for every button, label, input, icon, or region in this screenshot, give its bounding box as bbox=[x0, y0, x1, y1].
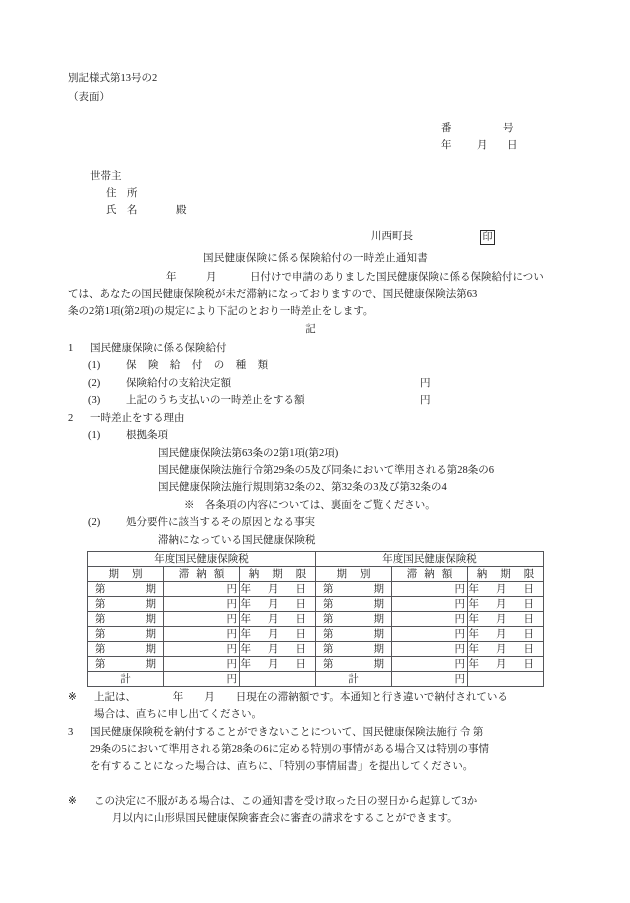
row-kibetsu-ch2: 期 bbox=[373, 598, 384, 610]
row-kibetsu-ch1: 第 bbox=[95, 658, 106, 670]
row-duedate-cell[interactable] bbox=[240, 612, 316, 627]
body-paragraph-line1 bbox=[68, 269, 563, 286]
section2-heading: 一時差止をする理由 bbox=[90, 412, 185, 424]
total-kigen-right bbox=[468, 672, 544, 687]
table-note-line1 bbox=[68, 689, 563, 706]
section2-sub2 bbox=[68, 514, 563, 531]
header-kigen-right-ch1: 納 bbox=[476, 568, 488, 580]
row-date-day: 日 bbox=[523, 583, 534, 595]
number-block bbox=[441, 120, 563, 154]
row-kibetsu-ch1: 第 bbox=[323, 658, 334, 670]
row-duedate-cell[interactable] bbox=[240, 582, 316, 597]
table-note bbox=[68, 689, 563, 723]
section3-line3: を有することになった場合は、直ちに、「特別の事情届書」を提出してください。 bbox=[90, 761, 474, 773]
row-amount-cell[interactable]: 円 bbox=[164, 642, 240, 657]
ki-marker: 記 bbox=[305, 324, 316, 335]
row-amount-cell[interactable]: 円 bbox=[392, 612, 468, 627]
table-body bbox=[88, 552, 544, 582]
table-column-header-row bbox=[88, 567, 544, 582]
row-kibetsu-ch1: 第 bbox=[323, 628, 334, 640]
total-kigen-left bbox=[240, 672, 316, 687]
row-amount-cell[interactable]: 円 bbox=[164, 627, 240, 642]
appeal-note-line2: 月以内に山形県国民健康保険審査会に審査の請求をすることができます。 bbox=[112, 813, 458, 825]
row-date-day: 日 bbox=[295, 583, 306, 595]
row-duedate-cell[interactable] bbox=[240, 597, 316, 612]
issue-date-line bbox=[441, 137, 563, 154]
header-kibetsu-left-ch2: 別 bbox=[132, 568, 143, 580]
total-label-right: 計 bbox=[316, 672, 392, 687]
section2-sub2-number: (2) bbox=[88, 517, 101, 529]
table-group-header-row bbox=[88, 552, 544, 567]
row-duedate-cell[interactable] bbox=[468, 657, 544, 672]
table-note-line2: 場合は、直ちに申し出てください。 bbox=[94, 709, 262, 721]
row-date-year: 年 bbox=[468, 658, 479, 670]
section3-line2: 29条の5において準用される第28条の6に定める特別の事情がある場合又は特別の事情 bbox=[90, 744, 489, 756]
table-row bbox=[88, 582, 544, 597]
header-kibetsu-right-ch2: 別 bbox=[360, 568, 371, 580]
row-kibetsu-ch1: 第 bbox=[95, 598, 106, 610]
section1-item-3-number: (3) bbox=[88, 395, 101, 407]
header-kigen-right-ch2: 期 bbox=[500, 568, 511, 580]
row-date-year: 年 bbox=[240, 598, 251, 610]
appeal-note-mark-icon: ※ bbox=[68, 796, 77, 808]
row-date-day: 日 bbox=[523, 628, 534, 640]
header-kigen-left-ch1: 納 bbox=[248, 568, 260, 580]
section2-heading-row bbox=[68, 410, 563, 427]
row-kibetsu-ch2: 期 bbox=[373, 643, 384, 655]
row-duedate-cell[interactable] bbox=[468, 627, 544, 642]
total-label-left: 計 bbox=[88, 672, 164, 687]
row-kibetsu-ch2: 期 bbox=[373, 628, 384, 640]
row-duedate-cell[interactable] bbox=[240, 642, 316, 657]
row-kibetsu-ch2: 期 bbox=[373, 658, 384, 670]
row-amount-cell[interactable]: 円 bbox=[392, 657, 468, 672]
issue-number-line bbox=[441, 120, 563, 137]
header-kigen-left bbox=[240, 567, 316, 582]
row-kibetsu-ch1: 第 bbox=[95, 613, 106, 625]
row-date-day: 日 bbox=[295, 598, 306, 610]
row-duedate-cell[interactable] bbox=[468, 642, 544, 657]
header-gaku-left-ch3: 額 bbox=[213, 568, 225, 580]
row-amount-cell[interactable]: 円 bbox=[392, 642, 468, 657]
section3-line1-row bbox=[68, 724, 563, 741]
header-kigen-left-ch2: 期 bbox=[272, 568, 283, 580]
appeal-note-line1-row bbox=[68, 793, 563, 810]
row-kibetsu-ch1: 第 bbox=[323, 643, 334, 655]
row-date-month: 月 bbox=[268, 643, 279, 655]
body-paragraph-line2: ては、あなたの国民健康保険税が未だ滞納になっておりますので、国民健康保険法第63 bbox=[68, 289, 478, 300]
row-date-year: 年 bbox=[468, 628, 479, 640]
row-kibetsu-ch1: 第 bbox=[95, 583, 106, 595]
document-body bbox=[68, 70, 563, 827]
section1-number: 1 bbox=[68, 343, 74, 354]
header-gaku-right-ch1: 滞 bbox=[406, 568, 418, 580]
row-date-month: 月 bbox=[268, 628, 279, 640]
section1-item-1 bbox=[68, 357, 563, 374]
row-duedate-cell[interactable] bbox=[468, 597, 544, 612]
section1-item-2-number: (2) bbox=[88, 377, 101, 389]
header-gaku-left bbox=[164, 567, 240, 582]
row-kibetsu-ch2: 期 bbox=[145, 658, 156, 670]
header-kigen-left-ch3: 限 bbox=[295, 568, 307, 580]
row-date-year: 年 bbox=[468, 598, 479, 610]
header-gaku-left-ch1: 滞 bbox=[178, 568, 190, 580]
row-date-year: 年 bbox=[240, 628, 251, 640]
appeal-note bbox=[68, 793, 563, 827]
row-date-year: 年 bbox=[468, 613, 479, 625]
row-kibetsu-ch1: 第 bbox=[323, 598, 334, 610]
issuer-row bbox=[68, 230, 563, 245]
section1-item-1-number: (1) bbox=[88, 360, 101, 372]
row-date-month: 月 bbox=[268, 613, 279, 625]
row-date-month: 月 bbox=[268, 598, 279, 610]
row-date-month: 月 bbox=[496, 643, 507, 655]
section2-sub1 bbox=[68, 427, 563, 444]
section2-number: 2 bbox=[68, 412, 74, 424]
header-kibetsu-left bbox=[88, 567, 164, 582]
section2-sub1-label: 根拠条項 bbox=[126, 430, 168, 442]
row-kibetsu-ch1: 第 bbox=[323, 613, 334, 625]
section1-item-1-label: 保 険 給 付 の 種 類 bbox=[126, 360, 273, 372]
row-amount-cell[interactable]: 円 bbox=[164, 582, 240, 597]
body-line1-text: 日付けで申請のありました国民健康保険に係る保険給付につい bbox=[250, 272, 544, 283]
form-number: 別記様式第13号の2 bbox=[68, 73, 158, 84]
legal-reference-1: 国民健康保険法第63条の2第1項(第2項) bbox=[158, 447, 339, 459]
section1-item-2 bbox=[68, 375, 563, 392]
row-date-month: 月 bbox=[496, 583, 507, 595]
note-mark-icon: ※ bbox=[68, 692, 77, 704]
header-kibetsu-right bbox=[316, 567, 392, 582]
date-day-label: 日 bbox=[507, 140, 518, 151]
table-row bbox=[88, 597, 544, 612]
row-duedate-cell[interactable] bbox=[240, 627, 316, 642]
section3-number: 3 bbox=[68, 727, 74, 739]
row-kibetsu-ch2: 期 bbox=[373, 613, 384, 625]
row-date-month: 月 bbox=[496, 613, 507, 625]
row-amount-cell[interactable]: 円 bbox=[164, 657, 240, 672]
row-date-day: 日 bbox=[295, 658, 306, 670]
apply-year-label: 年 bbox=[166, 272, 177, 283]
table-total-row bbox=[88, 672, 544, 687]
address-label: 住 所 bbox=[106, 188, 138, 199]
row-date-day: 日 bbox=[523, 658, 534, 670]
table-row bbox=[88, 657, 544, 672]
row-date-day: 日 bbox=[295, 613, 306, 625]
table-row bbox=[88, 612, 544, 627]
header-kigen-right bbox=[468, 567, 544, 582]
group-header-right: 年度国民健康保険税 bbox=[316, 552, 544, 567]
number-label: 番 bbox=[441, 123, 452, 134]
row-kibetsu-ch1: 第 bbox=[95, 643, 106, 655]
table-data-rows bbox=[88, 582, 544, 672]
date-year-label: 年 bbox=[441, 140, 452, 151]
header-kigen-right-ch3: 限 bbox=[523, 568, 535, 580]
section1-heading-row bbox=[68, 340, 563, 357]
body-paragraph-line3: 条の2第1項(第2項)の規定により下記のとおり一時差止をします。 bbox=[68, 306, 374, 317]
section1-item-2-label: 保険給付の支給決定額 bbox=[126, 377, 231, 389]
header-kibetsu-left-ch1: 期 bbox=[108, 568, 119, 580]
row-date-year: 年 bbox=[468, 643, 479, 655]
row-date-year: 年 bbox=[240, 643, 251, 655]
row-date-day: 日 bbox=[295, 628, 306, 640]
legal-reference-note: ※ 各条項の内容については、裏面をご覧ください。 bbox=[184, 499, 436, 511]
row-duedate-cell[interactable] bbox=[240, 657, 316, 672]
section2-sub2-detail: 滞納になっている国民健康保険税 bbox=[158, 534, 316, 546]
row-date-day: 日 bbox=[523, 598, 534, 610]
row-duedate-cell[interactable] bbox=[468, 582, 544, 597]
header-gaku-right bbox=[392, 567, 468, 582]
row-kibetsu-ch2: 期 bbox=[145, 613, 156, 625]
name-row bbox=[68, 202, 563, 219]
section3 bbox=[68, 724, 563, 775]
honorific-label: 殿 bbox=[176, 205, 187, 216]
row-amount-cell[interactable]: 円 bbox=[392, 627, 468, 642]
householder-label: 世帯主 bbox=[90, 171, 122, 182]
row-kibetsu-ch1: 第 bbox=[95, 628, 106, 640]
section1-item-3-label: 上記のうち支払いの一時差止をする額 bbox=[126, 395, 305, 407]
date-month-label: 月 bbox=[477, 140, 488, 151]
side-label: （表面） bbox=[68, 92, 110, 103]
issuer-name: 川西町長 bbox=[371, 231, 413, 243]
section3-line1: 国民健康保険税を納付することができないことについて、国民健康保険法施行 令 第 bbox=[90, 727, 484, 739]
row-date-month: 月 bbox=[496, 598, 507, 610]
table-note-line1-text: 上記は、 年 月 日現在の滞納額です。本通知と行き違いで納付されている bbox=[94, 692, 508, 704]
number-suffix: 号 bbox=[503, 123, 514, 134]
number-row bbox=[68, 120, 563, 154]
row-kibetsu-ch2: 期 bbox=[145, 643, 156, 655]
row-duedate-cell[interactable] bbox=[468, 612, 544, 627]
section1-item-3 bbox=[68, 392, 563, 409]
row-date-month: 月 bbox=[496, 628, 507, 640]
row-date-year: 年 bbox=[240, 583, 251, 595]
appeal-note-line1: この決定に不服がある場合は、この通知書を受け取った日の翌日から起算して3か bbox=[94, 796, 478, 808]
row-kibetsu-ch2: 期 bbox=[373, 583, 384, 595]
row-date-month: 月 bbox=[268, 583, 279, 595]
header-gaku-right-ch2: 納 bbox=[424, 568, 435, 580]
header-kibetsu-right-ch1: 期 bbox=[336, 568, 347, 580]
row-date-year: 年 bbox=[468, 583, 479, 595]
row-amount-cell[interactable]: 円 bbox=[392, 582, 468, 597]
group-header-left: 年度国民健康保険税 bbox=[88, 552, 316, 567]
row-amount-cell[interactable]: 円 bbox=[392, 597, 468, 612]
name-label: 氏 名 bbox=[106, 205, 138, 216]
row-date-day: 日 bbox=[523, 643, 534, 655]
page-title: 国民健康保険に係る保険給付の一時差止通知書 bbox=[203, 253, 428, 264]
row-date-month: 月 bbox=[496, 658, 507, 670]
table-row bbox=[88, 627, 544, 642]
section1-heading: 国民健康保険に係る保険給付 bbox=[90, 343, 227, 354]
section2-sub1-number: (1) bbox=[88, 430, 101, 442]
delinquent-tax-table bbox=[87, 551, 544, 687]
header-gaku-right-ch3: 額 bbox=[441, 568, 453, 580]
row-amount-cell[interactable]: 円 bbox=[164, 597, 240, 612]
row-kibetsu-ch2: 期 bbox=[145, 628, 156, 640]
legal-reference-2: 国民健康保険法施行令第29条の5及び同条において準用される第28条の6 bbox=[158, 464, 494, 476]
row-kibetsu-ch1: 第 bbox=[323, 583, 334, 595]
section1-item-2-unit: 円 bbox=[420, 377, 431, 389]
total-yen-left: 円 bbox=[164, 672, 240, 687]
row-amount-cell[interactable]: 円 bbox=[164, 612, 240, 627]
row-kibetsu-ch2: 期 bbox=[145, 583, 156, 595]
row-date-month: 月 bbox=[268, 658, 279, 670]
table-row bbox=[88, 642, 544, 657]
total-yen-right: 円 bbox=[392, 672, 468, 687]
apply-month-label: 月 bbox=[206, 272, 217, 283]
row-date-day: 日 bbox=[523, 613, 534, 625]
header-gaku-left-ch2: 納 bbox=[196, 568, 207, 580]
row-date-year: 年 bbox=[240, 658, 251, 670]
legal-reference-3: 国民健康保険法施行規則第32条の2、第32条の3及び第32条の4 bbox=[158, 482, 447, 494]
seal-stamp-box: 印 bbox=[480, 230, 495, 245]
section1-item-3-unit: 円 bbox=[420, 395, 431, 407]
row-kibetsu-ch2: 期 bbox=[145, 598, 156, 610]
row-date-year: 年 bbox=[240, 613, 251, 625]
section2-sub2-label: 処分要件に該当するその原因となる事実 bbox=[126, 517, 315, 529]
row-date-day: 日 bbox=[295, 643, 306, 655]
